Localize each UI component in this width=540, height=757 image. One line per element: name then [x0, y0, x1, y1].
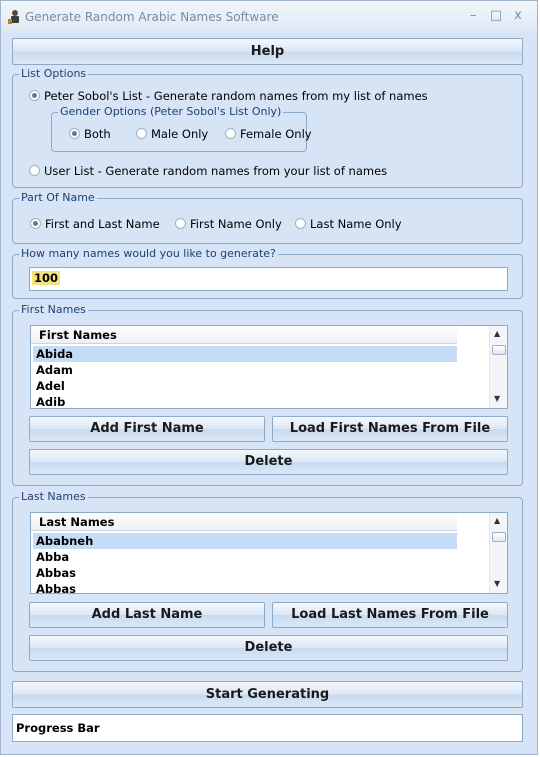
first-names-group [12, 303, 523, 486]
first-and-last-label: First and Last Name [45, 217, 160, 231]
minimize-button[interactable]: – [469, 8, 477, 23]
radio-selected-icon [30, 218, 41, 229]
part-of-name-legend: Part Of Name [21, 191, 95, 204]
first-names-column-header[interactable]: First Names [31, 326, 457, 344]
last-name-only-radio[interactable] [295, 217, 402, 231]
scroll-up-icon[interactable]: ▲ [494, 329, 501, 338]
radio-selected-icon [29, 90, 40, 101]
delete-first-name-button[interactable]: Delete [29, 449, 508, 475]
radio-unselected-icon [225, 128, 236, 139]
count-group [12, 247, 523, 299]
user-list-radio[interactable] [29, 164, 387, 178]
list-item[interactable]: Adib [36, 395, 66, 409]
add-first-name-button[interactable]: Add First Name [29, 416, 265, 442]
app-icon [7, 9, 23, 25]
list-item[interactable]: Abida [33, 346, 457, 362]
gender-options-legend: Gender Options (Peter Sobol's List Only) [60, 105, 282, 118]
peter-sobol-list-label: Peter Sobol's List - Generate random names from my list of names [44, 89, 428, 103]
last-name-only-label: Last Name Only [310, 217, 402, 231]
progress-bar [12, 714, 523, 742]
progress-label: Progress Bar [16, 721, 100, 735]
scroll-down-icon[interactable]: ▼ [494, 579, 501, 588]
user-list-label: User List - Generate random names from your list of names [44, 164, 388, 178]
help-button[interactable]: Help [12, 38, 523, 65]
gender-male-radio[interactable] [136, 127, 208, 141]
scroll-up-icon[interactable]: ▲ [494, 516, 501, 525]
part-of-name-group [12, 191, 523, 244]
scroll-down-icon[interactable]: ▼ [494, 394, 501, 403]
count-value: 100 [34, 271, 59, 285]
list-item[interactable]: Abbas [36, 566, 76, 580]
count-input[interactable] [29, 267, 508, 291]
radio-selected-icon [69, 128, 80, 139]
count-legend: How many names would you like to generate? [21, 247, 276, 260]
list-item[interactable]: Abba [36, 550, 70, 564]
delete-last-name-button[interactable]: Delete [29, 635, 508, 661]
radio-unselected-icon [295, 218, 306, 229]
last-names-group [12, 490, 523, 672]
title-bar [1, 1, 537, 33]
radio-unselected-icon [136, 128, 147, 139]
gender-female-label: Female Only [240, 127, 312, 141]
gender-male-label: Male Only [151, 127, 209, 141]
list-options-legend: List Options [21, 67, 87, 80]
list-options-group [12, 67, 523, 188]
first-names-scrollbar[interactable] [489, 326, 507, 408]
add-last-name-button[interactable]: Add Last Name [29, 602, 265, 628]
last-names-list[interactable] [30, 512, 508, 594]
last-names-scrollbar[interactable] [489, 513, 507, 593]
maximize-button[interactable]: □ [489, 8, 503, 23]
close-button[interactable]: x [514, 8, 522, 23]
first-name-only-label: First Name Only [190, 217, 282, 231]
first-and-last-radio[interactable] [30, 217, 160, 231]
peter-sobol-list-radio[interactable] [29, 89, 428, 103]
gender-female-radio[interactable] [225, 127, 312, 141]
gender-options-group [51, 105, 312, 152]
gender-both-radio[interactable] [69, 127, 111, 141]
list-item[interactable]: Ababneh [33, 533, 457, 549]
load-last-names-button[interactable]: Load Last Names From File [272, 602, 508, 628]
first-name-only-radio[interactable] [175, 217, 282, 231]
list-item[interactable]: Adam [36, 363, 73, 377]
last-names-column-header[interactable]: Last Names [31, 513, 457, 531]
list-item[interactable]: Adel [36, 379, 65, 393]
list-item[interactable]: Abbas [36, 582, 76, 594]
scroll-thumb[interactable] [492, 345, 506, 355]
scroll-thumb[interactable] [492, 532, 506, 542]
load-first-names-button[interactable]: Load First Names From File [272, 416, 508, 442]
last-names-legend: Last Names [21, 490, 86, 503]
gender-both-label: Both [84, 127, 111, 141]
radio-unselected-icon [29, 165, 40, 176]
window-title: Generate Random Arabic Names Software [25, 10, 279, 24]
first-names-legend: First Names [21, 303, 86, 316]
radio-unselected-icon [175, 218, 186, 229]
start-generating-button[interactable]: Start Generating [12, 681, 523, 708]
first-names-list[interactable] [30, 325, 508, 409]
